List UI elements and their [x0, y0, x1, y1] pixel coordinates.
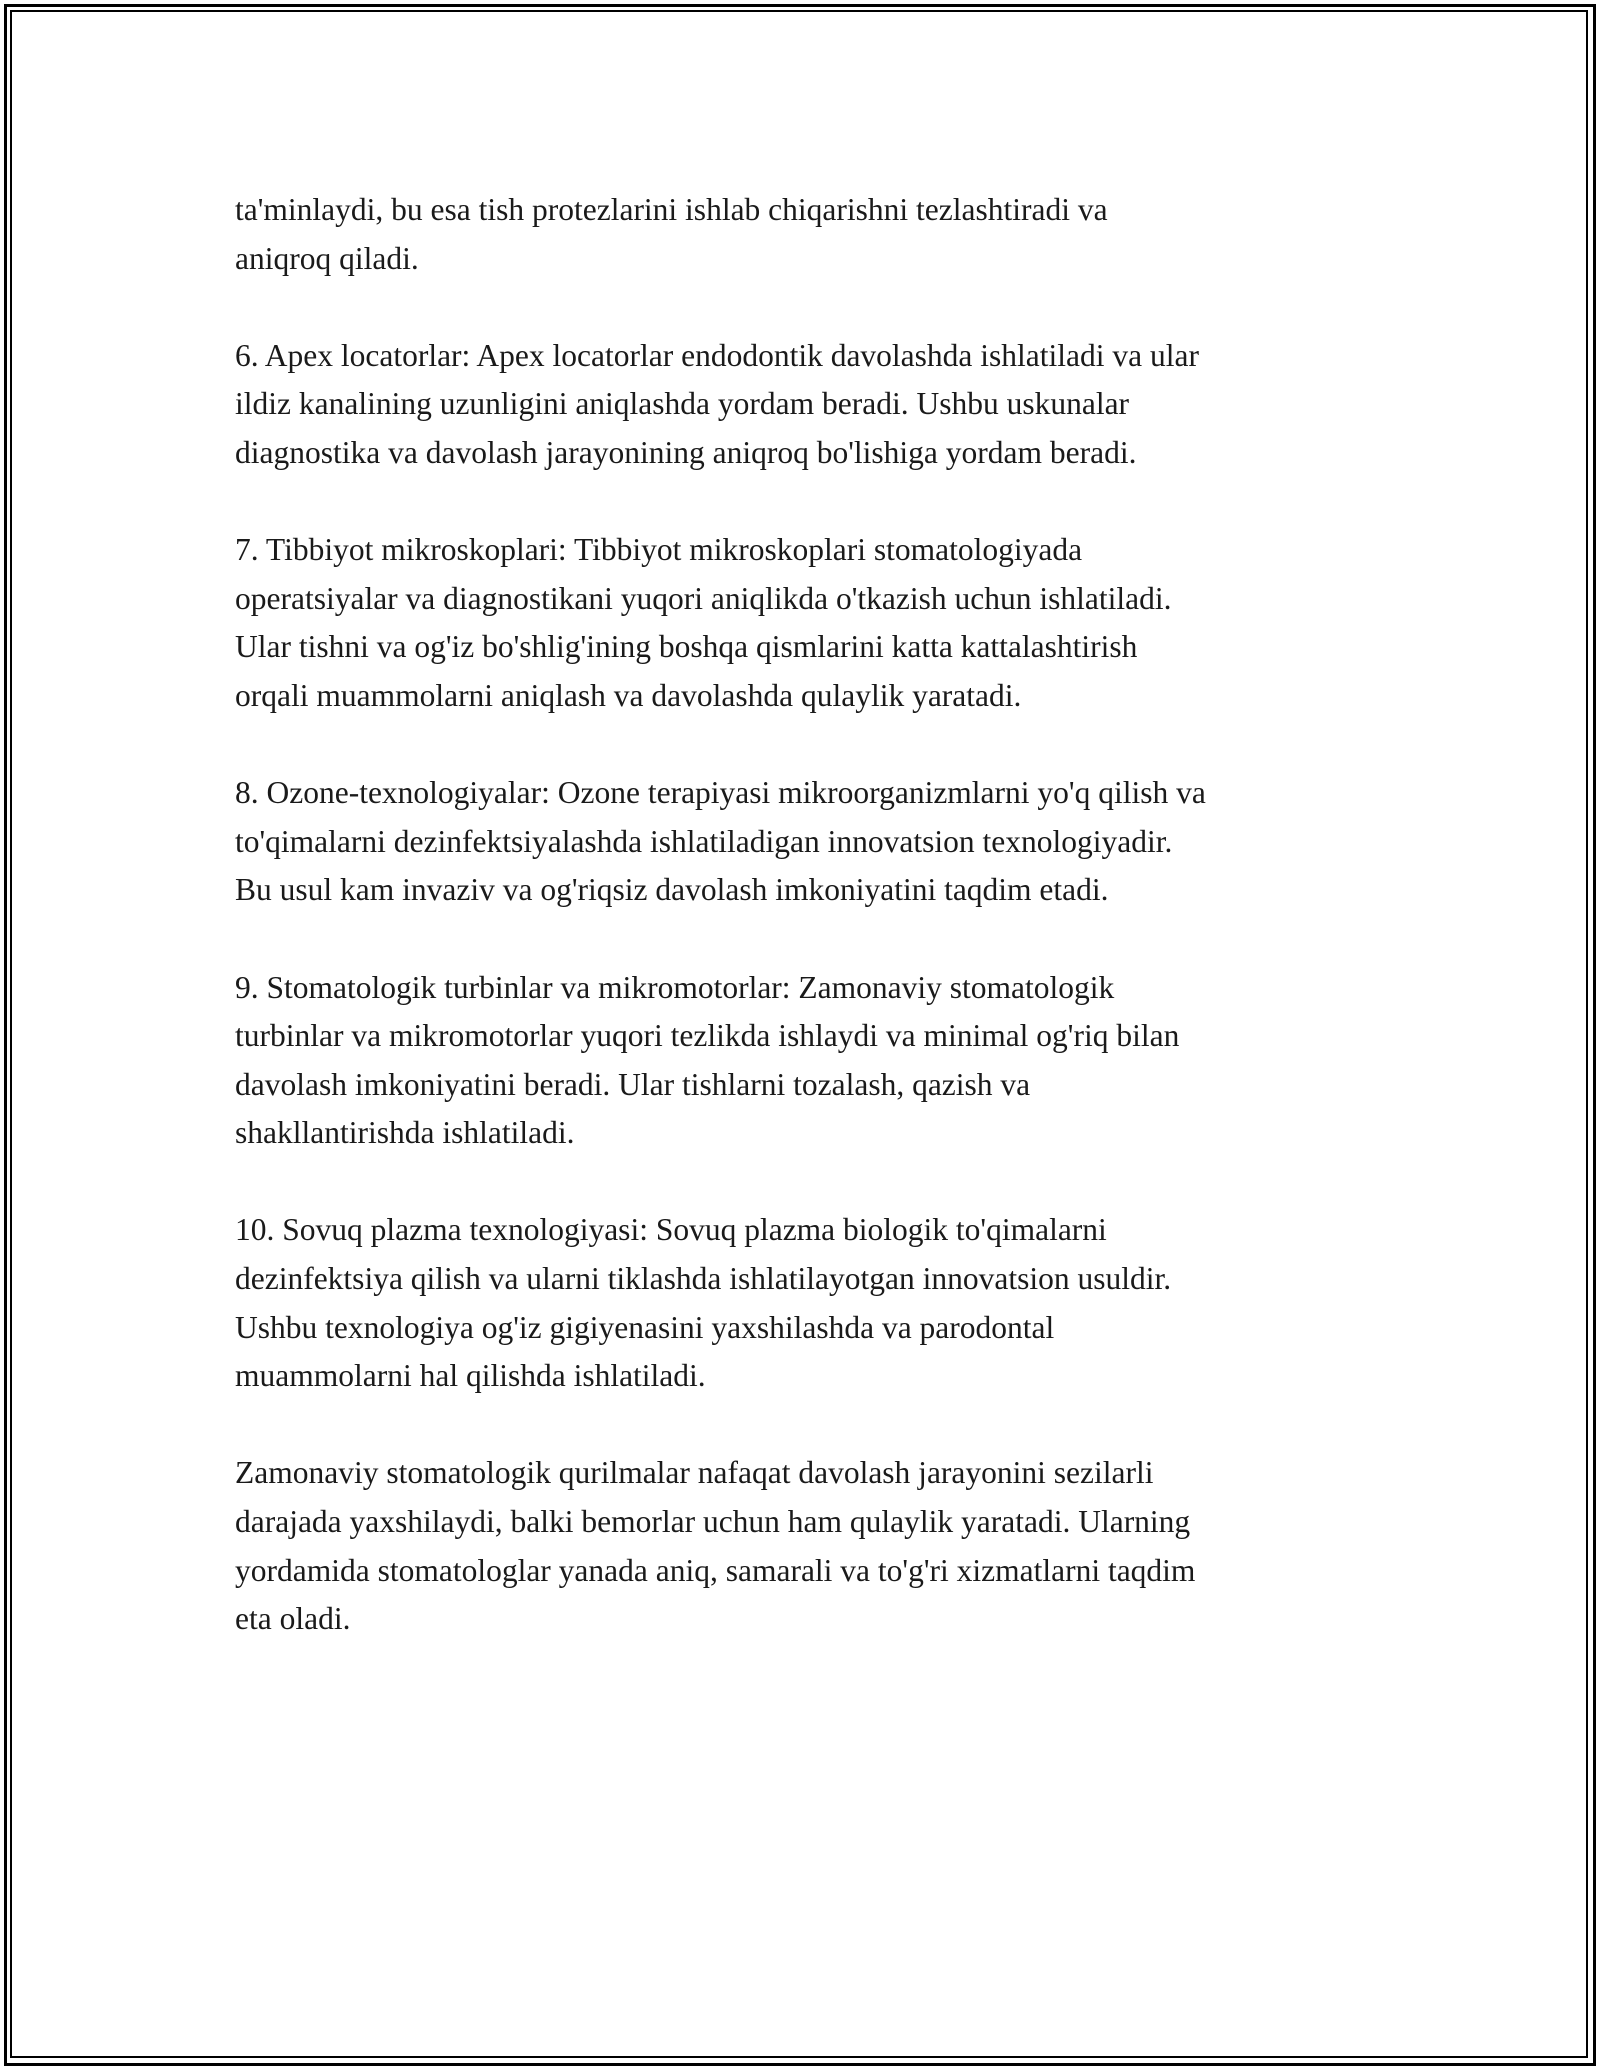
text-line: darajada yaxshilaydi, balki bemorlar uchun ham qulaylik yaratadi. Ularning [235, 1504, 1191, 1540]
text-line: 9. Stomatologik turbinlar va mikromotorlar: Zamonaviy stomatologik [235, 969, 1115, 1005]
text-line: muammolarni hal qilishda ishlatiladi. [235, 1358, 706, 1394]
paragraph-turbines [235, 964, 1380, 1158]
text-line: operatsiyalar va diagnostikani yuqori aniqlikda o'tkazish uchun ishlatiladi. [235, 580, 1172, 616]
text-line: 10. Sovuq plazma texnologiyasi: Sovuq plazma biologik to'qimalarni [235, 1212, 1107, 1248]
text-line: ildiz kanalining uzunligini aniqlashda yordam beradi. Ushbu uskunalar [235, 386, 1130, 422]
paragraph-microscopes [235, 526, 1380, 720]
text-line: Bu usul kam invaziv va og'riqsiz davolash imkoniyatini taqdim etadi. [235, 872, 1109, 908]
text-line: turbinlar va mikromotorlar yuqori tezlikda ishlaydi va minimal og'riq bilan [235, 1018, 1180, 1054]
text-line: Ular tishni va og'iz bo'shlig'ining boshqa qismlarini katta kattalashtirish [235, 629, 1138, 665]
text-line: to'qimalarni dezinfektsiyalashda ishlatiladigan innovatsion texnologiyadir. [235, 823, 1173, 859]
text-line: Zamonaviy stomatologik qurilmalar nafaqat davolash jarayonini sezilarli [235, 1455, 1154, 1491]
text-line: orqali muammolarni aniqlash va davolashda qulaylik yaratadi. [235, 677, 1022, 713]
text-line: 8. Ozone-texnologiyalar: Ozone terapiyasi mikroorganizmlarni yo'q qilish va [235, 775, 1206, 811]
paragraph-apex-locators [235, 332, 1380, 478]
paragraph-cold-plasma [235, 1206, 1380, 1400]
text-line: dezinfektsiya qilish va ularni tiklashda ishlatilayotgan innovatsion usuldir. [235, 1261, 1172, 1297]
text-line: diagnostika va davolash jarayonining aniqroq bo'lishiga yordam beradi. [235, 434, 1137, 470]
text-line: aniqroq qiladi. [235, 240, 419, 276]
text-line: 6. Apex locatorlar: Apex locatorlar endodontik davolashda ishlatiladi va ular [235, 337, 1199, 373]
text-line: ta'minlaydi, bu esa tish protezlarini ishlab chiqarishni tezlashtiradi va [235, 192, 1108, 227]
paragraph-continuation [235, 186, 1380, 283]
text-line: 7. Tibbiyot mikroskoplari: Tibbiyot mikroskoplari stomatologiyada [235, 532, 1083, 568]
text-line: eta oladi. [235, 1601, 351, 1637]
document-body [235, 186, 1380, 1692]
paragraph-ozone [235, 769, 1380, 915]
text-line: yordamida stomatologlar yanada aniq, samarali va to'g'ri xizmatlarni taqdim [235, 1552, 1196, 1588]
text-line: shakllantirishda ishlatiladi. [235, 1115, 575, 1151]
paragraph-conclusion [235, 1449, 1380, 1643]
text-line: Ushbu texnologiya og'iz gigiyenasini yaxshilashda va parodontal [235, 1309, 1055, 1345]
text-line: davolash imkoniyatini beradi. Ular tishlarni tozalash, qazish va [235, 1066, 1031, 1102]
